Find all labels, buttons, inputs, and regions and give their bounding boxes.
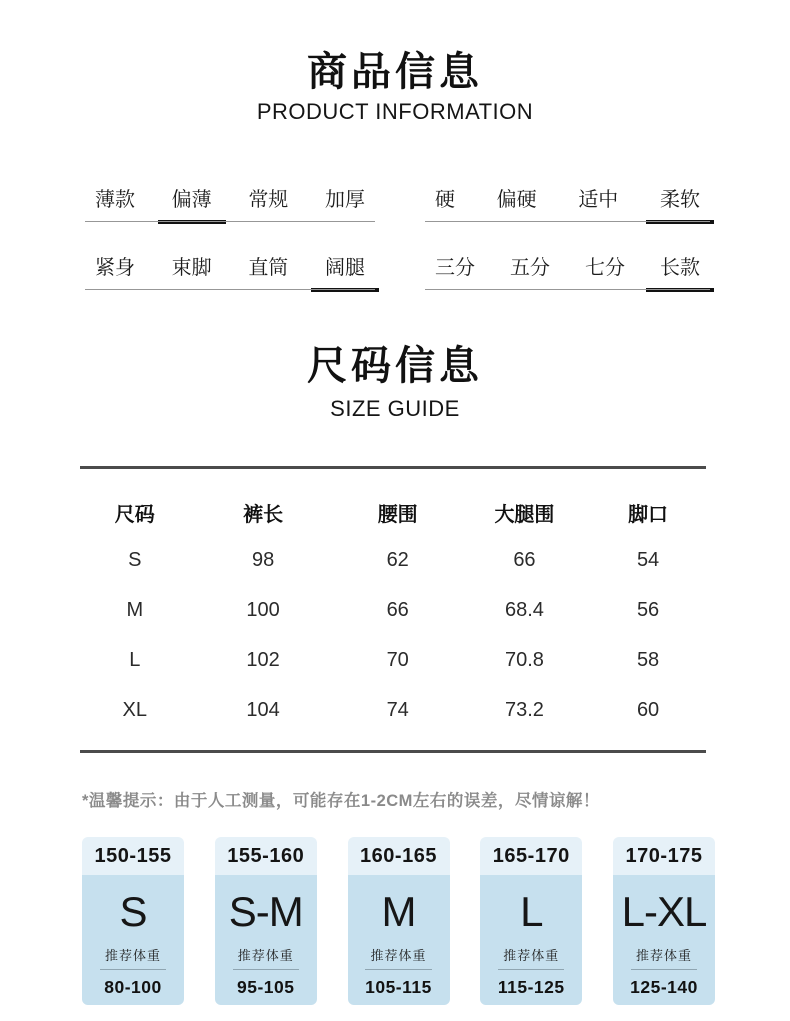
table-row-m-leg-opening: 56	[636, 598, 660, 621]
card-body	[480, 875, 582, 1005]
weight-label: 推荐体重	[498, 945, 564, 970]
table-row-xl-thigh: 73.2	[504, 698, 544, 721]
col-header-leg-opening: 脚口	[628, 503, 669, 526]
col-header-waist: 腰围	[377, 503, 418, 526]
height-range: 155-160	[215, 837, 317, 875]
size-label: S-M	[228, 888, 303, 935]
page-title: 商品信息	[307, 50, 483, 94]
size-table	[80, 466, 706, 753]
option-length-five-tenths: 五分	[510, 257, 550, 279]
option-hardness-soft-selected: 柔软	[660, 183, 700, 222]
weight-label: 推荐体重	[100, 945, 166, 970]
size-label: S	[119, 888, 147, 935]
weight-label: 推荐体重	[631, 945, 697, 970]
table-row-m-pant-length: 100	[246, 598, 280, 621]
option-length-three-tenths: 三分	[435, 257, 475, 279]
option-length-seven-tenths: 七分	[585, 257, 625, 279]
size-card-l-xl	[613, 837, 715, 1005]
option-thickness-regular: 常规	[248, 189, 289, 211]
card-body	[82, 875, 184, 1005]
table-row-l-pant-length: 102	[246, 648, 280, 671]
weight-label: 推荐体重	[365, 945, 431, 970]
size-card-m	[348, 837, 450, 1005]
table-row-xl-waist: 74	[386, 698, 409, 721]
height-range: 165-170	[480, 837, 582, 875]
weight-range: 105-115	[365, 977, 432, 997]
table-row-xl-size: XL	[122, 698, 147, 721]
height-range: 160-165	[348, 837, 450, 875]
size-label: L-XL	[621, 888, 707, 935]
size-label: M	[381, 888, 416, 935]
card-body	[215, 875, 317, 1005]
size-card-s-m	[215, 837, 317, 1005]
table-row-m-thigh: 68.4	[504, 598, 544, 621]
table-row-xl-pant-length: 104	[246, 698, 280, 721]
size-card-s	[82, 837, 184, 1005]
weight-label: 推荐体重	[233, 945, 299, 970]
table-row-s-leg-opening: 54	[636, 548, 660, 571]
table-row-l-waist: 70	[386, 648, 409, 671]
attribute-group-thickness	[85, 183, 375, 222]
col-header-size: 尺码	[114, 503, 155, 526]
option-hardness-hard: 硬	[435, 189, 455, 211]
table-row-l-thigh: 70.8	[504, 648, 544, 671]
table-row-s-pant-length: 98	[251, 548, 275, 571]
attribute-group-fit	[85, 251, 375, 290]
col-header-pant-length: 裤长	[243, 503, 284, 526]
option-fit-wide-leg-selected: 阔腿	[325, 251, 365, 290]
option-fit-cuffed: 束脚	[171, 257, 212, 279]
weight-range: 125-140	[630, 977, 698, 997]
height-range: 150-155	[82, 837, 184, 875]
table-row-s-waist: 62	[386, 548, 409, 571]
attribute-group-length	[425, 251, 710, 290]
weight-range: 80-100	[104, 977, 162, 997]
option-thickness-thick: 加厚	[324, 189, 365, 211]
table-row-s-thigh: 66	[513, 548, 536, 571]
size-guide-title: 尺码信息	[307, 344, 483, 388]
table-row-s-size: S	[128, 548, 142, 571]
option-length-full-selected: 长款	[660, 251, 700, 290]
table-row-m-waist: 66	[386, 598, 409, 621]
weight-range: 95-105	[237, 977, 295, 997]
option-fit-straight: 直筒	[248, 257, 289, 279]
table-row-l-size: L	[129, 648, 141, 671]
table-row-xl-leg-opening: 60	[636, 698, 660, 721]
option-thickness-thin: 薄款	[95, 189, 135, 211]
table-row-m-size: M	[126, 598, 144, 621]
option-hardness-medium: 适中	[578, 189, 619, 211]
height-range: 170-175	[613, 837, 715, 875]
option-hardness-slightly-hard: 偏硬	[496, 189, 537, 211]
attribute-group-hardness	[425, 183, 710, 222]
weight-range: 115-125	[497, 977, 565, 997]
table-row-l-leg-opening: 58	[636, 648, 660, 671]
option-thickness-slightly-thin-selected: 偏薄	[172, 183, 212, 222]
card-body	[348, 875, 450, 1005]
size-recommendation-cards	[82, 837, 715, 1005]
size-guide-subtitle: SIZE GUIDE	[330, 396, 460, 421]
size-label: L	[520, 888, 543, 935]
card-body	[613, 875, 715, 1005]
option-fit-tight: 紧身	[95, 257, 135, 279]
measurement-disclaimer: *温馨提示：由于人工测量，可能存在1-2CM左右的误差，尽情谅解！	[82, 792, 600, 810]
page-subtitle: PRODUCT INFORMATION	[256, 99, 534, 124]
col-header-thigh: 大腿围	[494, 503, 555, 526]
size-card-l	[480, 837, 582, 1005]
